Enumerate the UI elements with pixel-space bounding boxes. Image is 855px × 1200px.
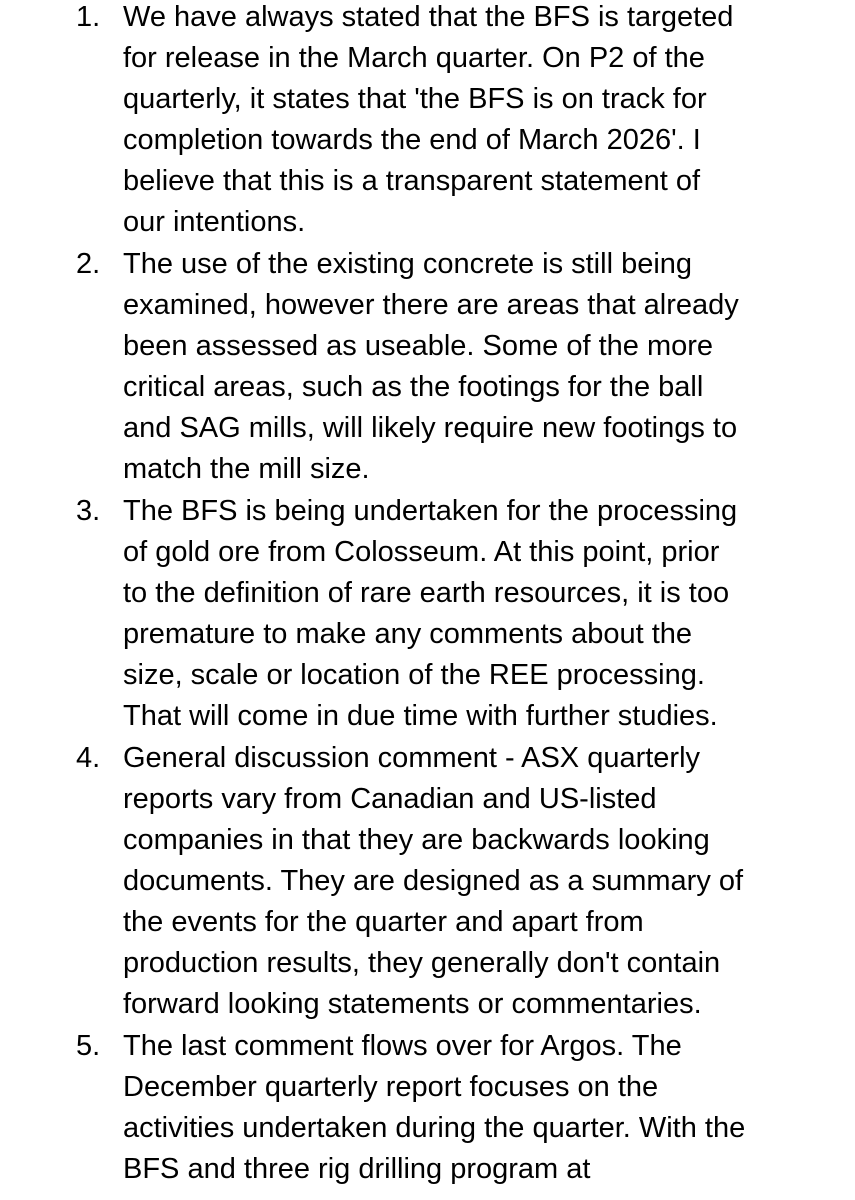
list-item-line: The use of the existing concrete is still being bbox=[123, 248, 693, 280]
list-item-line: documents. They are designed as a summary of bbox=[123, 865, 744, 897]
list-item-line: critical areas, such as the footings for the ball bbox=[123, 371, 704, 403]
list-item-number: 3. bbox=[76, 495, 101, 527]
list-item-line: forward looking statements or commentaries. bbox=[123, 988, 702, 1020]
list-item-line: reports vary from Canadian and US-listed bbox=[123, 783, 657, 815]
list-item-line: and SAG mills, will likely require new footings to bbox=[123, 412, 738, 444]
list-item-line: companies in that they are backwards looking bbox=[123, 824, 710, 856]
list-item-number: 2. bbox=[76, 248, 101, 280]
list-item-line: production results, they generally don't contain bbox=[123, 947, 721, 979]
list-item-line: of gold ore from Colosseum. At this point, prior bbox=[123, 536, 720, 568]
list-item-line: premature to make any comments about the bbox=[123, 618, 693, 650]
list-item-line: for release in the March quarter. On P2 of the bbox=[123, 42, 705, 74]
list-item-number: 5. bbox=[76, 1030, 101, 1062]
list-item-line: examined, however there are areas that already bbox=[123, 289, 739, 321]
list-item-line: That will come in due time with further studies. bbox=[123, 700, 718, 732]
list-item-line: size, scale or location of the REE processing. bbox=[123, 659, 705, 691]
list-item-line: BFS and three rig drilling program at bbox=[123, 1153, 591, 1185]
list-item-line: been assessed as useable. Some of the more bbox=[123, 330, 714, 362]
list-item-number: 4. bbox=[76, 742, 101, 774]
list-item-line: believe that this is a transparent statement of bbox=[123, 165, 701, 197]
list-item-line: the events for the quarter and apart from bbox=[123, 906, 644, 938]
list-item-line: our intentions. bbox=[123, 206, 306, 238]
list-item-number: 1. bbox=[76, 1, 101, 33]
list-item-line: The last comment flows over for Argos. The bbox=[123, 1030, 682, 1062]
list-item-line: We have always stated that the BFS is targeted bbox=[123, 1, 734, 33]
list-item-line: match the mill size. bbox=[123, 453, 370, 485]
list-item-line: activities undertaken during the quarter. With the bbox=[123, 1112, 746, 1144]
list-item-line: to the definition of rare earth resources, it is too bbox=[123, 577, 730, 609]
list-item-line: The BFS is being undertaken for the processing bbox=[123, 495, 738, 527]
list-item-line: completion towards the end of March 2026'. I bbox=[123, 124, 701, 156]
list-item-line: General discussion comment - ASX quarterly bbox=[123, 742, 701, 774]
list-item-line: December quarterly report focuses on the bbox=[123, 1071, 659, 1103]
list-item-line: quarterly, it states that 'the BFS is on track for bbox=[123, 83, 707, 115]
